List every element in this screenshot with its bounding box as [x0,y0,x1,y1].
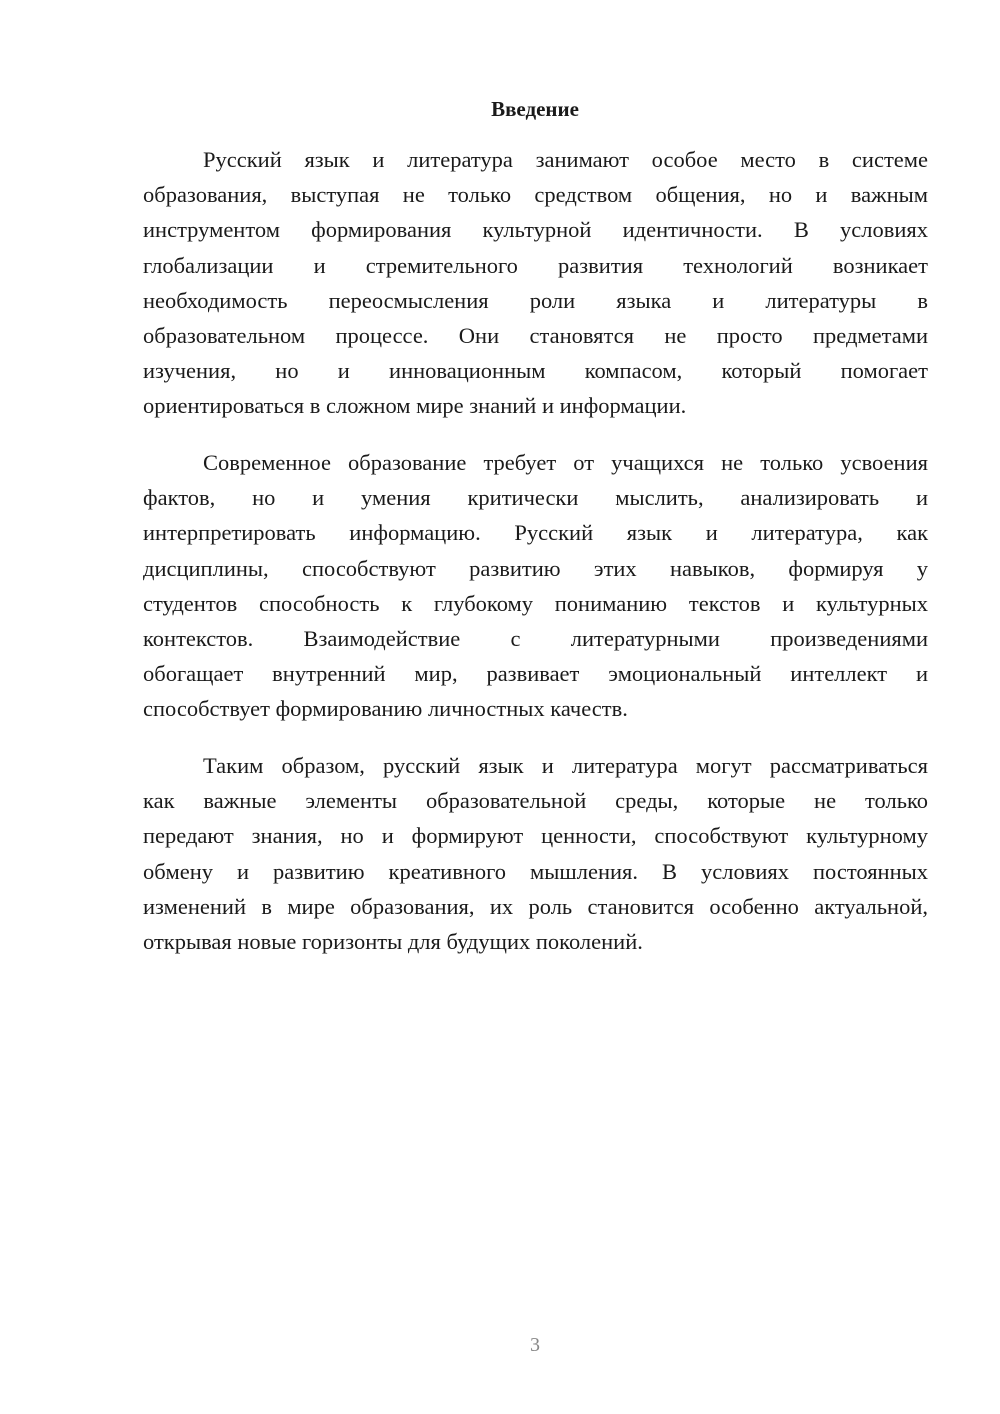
paragraph-1 [143,142,928,424]
text-line: как важные элементы образовательной среды, которые не только [143,788,928,814]
paragraph-3 [143,748,928,959]
text-line: дисциплины, способствуют развитию этих навыков, формируя у [143,555,928,581]
text-line: Русский язык и литература занимают особое место в системе [203,147,928,172]
text-line: открывая новые горизонты для будущих поколений. [143,929,643,955]
text-line: ориентироваться в сложном мире знаний и информации. [143,393,687,419]
page-number: 3 [530,1334,540,1356]
text-line: способствует формированию личностных качеств. [143,696,628,722]
text-line: передают знания, но и формируют ценности, способствуют культурному [143,823,928,849]
text-line: образования, выступая не только средством общения, но и важным [143,182,928,208]
text-line: образовательном процессе. Они становятся не просто предметами [143,323,928,349]
text-line: необходимость переосмысления роли языка и литературы в [143,287,928,313]
text-line: обмену и развитию креативного мышления. В условиях постоянных [143,858,928,884]
text-line: фактов, но и умения критически мыслить, анализировать и [143,485,928,511]
text-line: Таким образом, русский язык и литература могут рассматриваться [203,753,928,778]
text-line: студентов способность к глубокому пониманию текстов и культурных [143,590,928,616]
text-line: Современное образование требует от учащихся не только усвоения [203,450,928,475]
text-line: контекстов. Взаимодействие с литературными произведениями [143,626,928,652]
text-line: изучения, но и инновационным компасом, который помогает [143,358,928,384]
text-line: глобализации и стремительного развития технологий возникает [143,252,928,278]
text-line: инструментом формирования культурной идентичности. В условиях [143,217,928,243]
section-title: Введение [491,97,579,121]
paragraph-2 [143,445,928,727]
text-line: обогащает внутренний мир, развивает эмоциональный интеллект и [143,661,928,687]
text-line: изменений в мире образования, их роль становится особенно актуальной, [143,893,928,919]
text-line: интерпретировать информацию. Русский язык и литература, как [143,520,928,546]
